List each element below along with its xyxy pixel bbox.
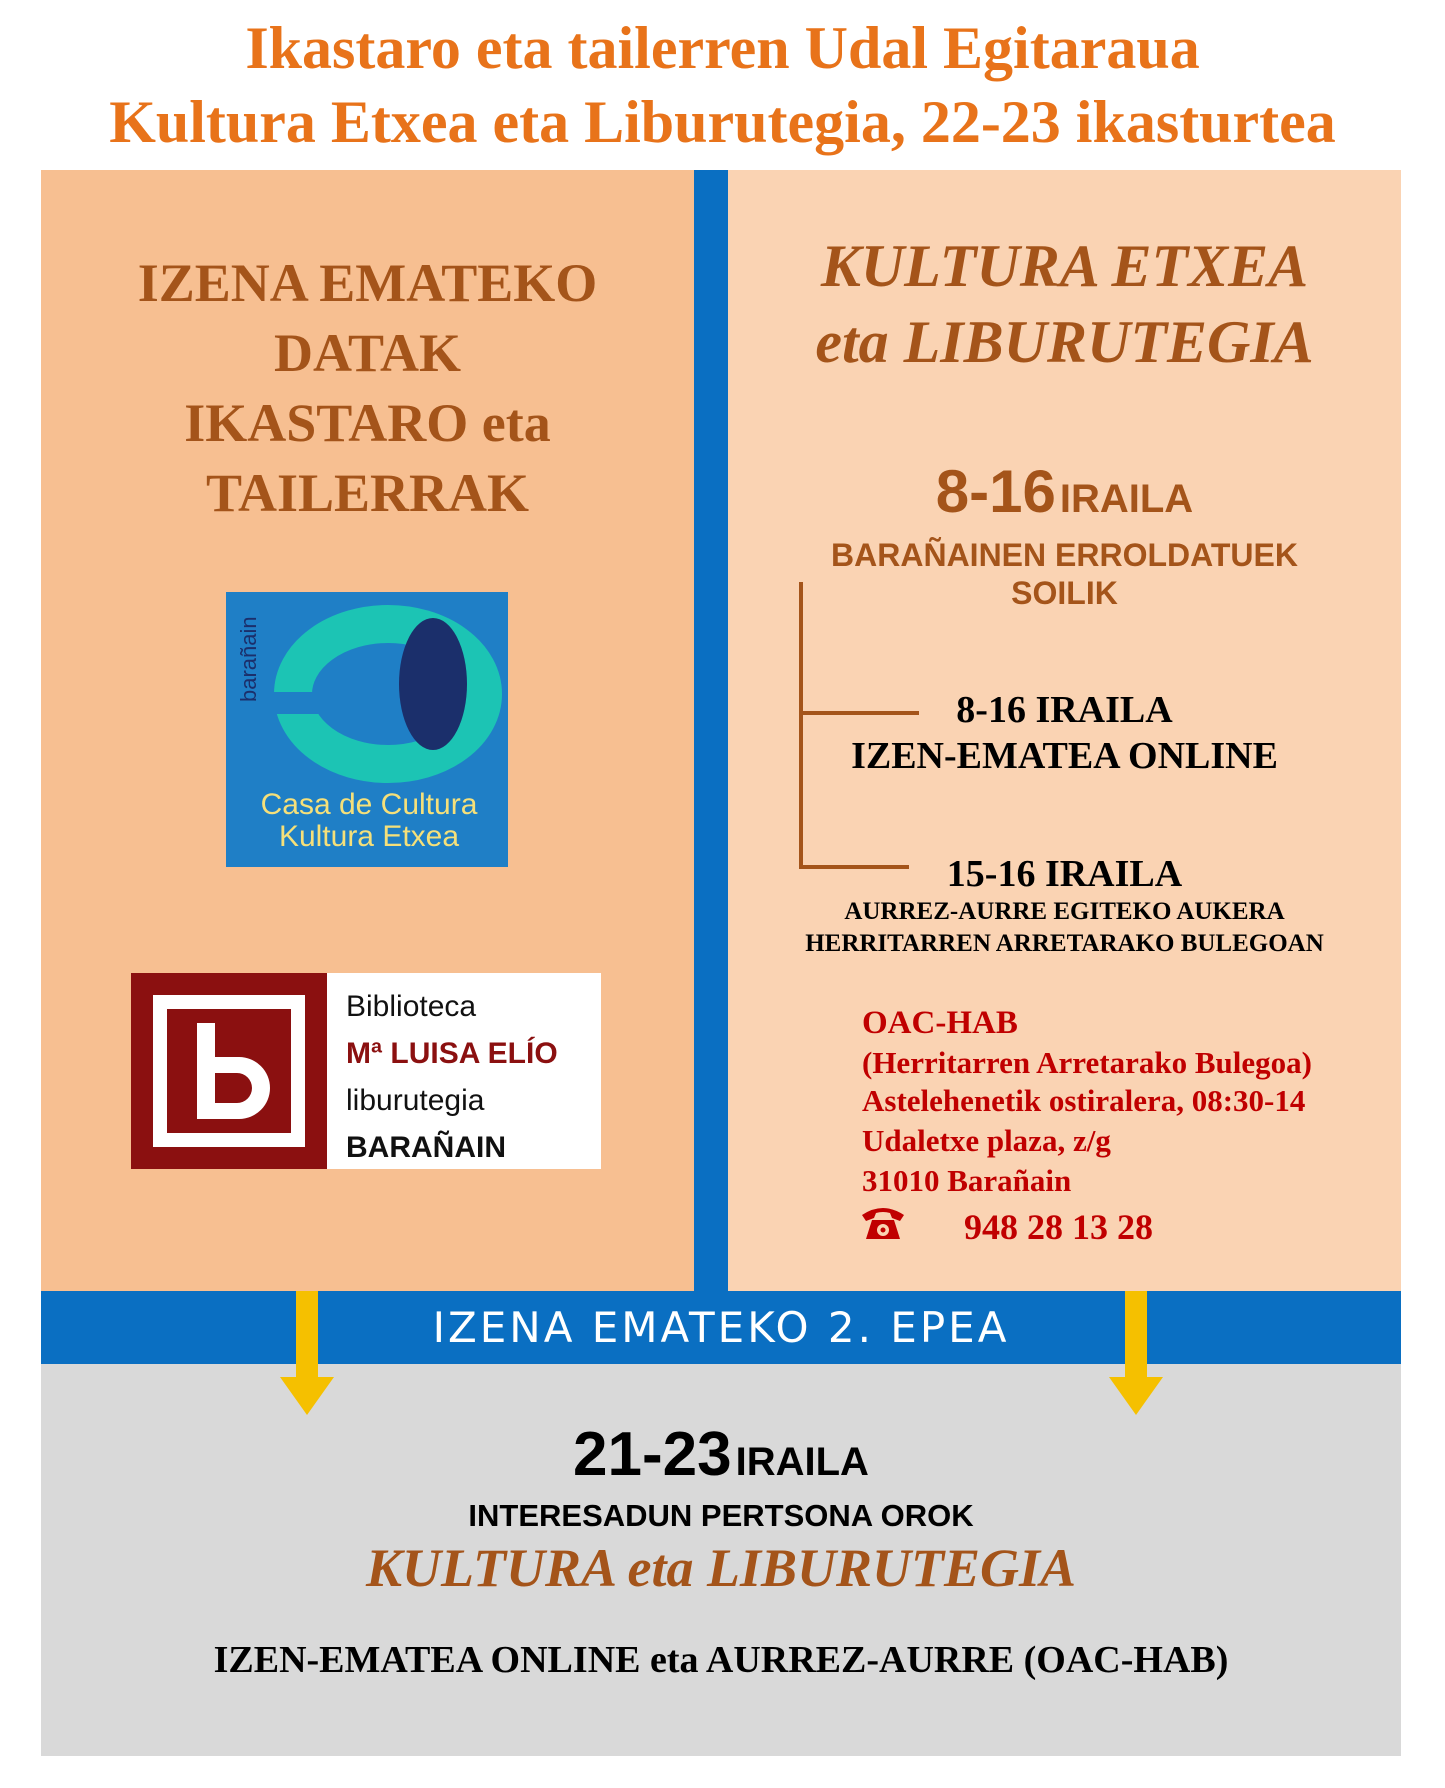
period1-sub1: BARAÑAINEN ERROLDATUEK <box>831 537 1298 573</box>
biblioteca-line: BARAÑAIN <box>346 1131 506 1164</box>
biblioteca-line: Biblioteca <box>346 990 477 1023</box>
biblioteca-logo-mark <box>131 973 327 1169</box>
office-street: Udaletxe plaza, z/g <box>862 1123 1111 1158</box>
logo-text-line1: Casa de Cultura <box>260 788 478 821</box>
left-arrow-down-icon <box>296 1291 318 1377</box>
b-letter-icon <box>167 1009 291 1133</box>
period2-dates <box>41 1418 1401 1508</box>
period1-dates <box>728 460 1401 540</box>
period2-month: IRAILA <box>735 1440 869 1484</box>
registration-heading-line: IKASTARO eta <box>184 393 551 453</box>
kultura-heading <box>728 228 1401 380</box>
inperson-line1: AURREZ-AURRE EGITEKO AUKERA <box>844 898 1285 925</box>
inperson-date: 15-16 IRAILA <box>946 853 1183 895</box>
office-full-name: (Herritarren Arretarako Bulegoa) <box>862 1045 1312 1080</box>
registration-heading-line: TAILERRAK <box>205 463 530 523</box>
office-name: OAC-HAB <box>862 1005 1018 1041</box>
online-label: IZEN-EMATEA ONLINE <box>851 735 1278 777</box>
kultura-heading-line1: KULTURA ETXEA <box>820 233 1309 299</box>
office-city: 31010 Barañain <box>862 1163 1072 1198</box>
online-date: 8-16 IRAILA <box>956 689 1173 731</box>
period2-line3: IZEN-EMATEA ONLINE eta AURREZ-AURRE (OAC-HAB) <box>213 1639 1229 1681</box>
left-arrow-head <box>280 1377 334 1415</box>
biblioteca-logo-text <box>346 983 558 1171</box>
page-title-line2: Kultura Etxea eta Liburutegia, 22-23 ikasturtea <box>109 89 1336 155</box>
logo-text-line2: Kultura Etxea <box>278 820 460 853</box>
biblioteca-logo <box>131 973 601 1169</box>
office-hours: Astelehenetik ostiralera, 08:30-14 <box>862 1083 1306 1118</box>
second-period-label: IZENA EMATEKO 2. EPEA <box>432 1303 1010 1352</box>
period1-month: IRAILA <box>1059 477 1194 521</box>
office-phone: 948 28 13 28 <box>964 1207 1153 1247</box>
casa-de-cultura-logo <box>226 592 508 867</box>
second-period-band <box>41 1291 1401 1364</box>
kultura-heading-line2: eta LIBURUTEGIA <box>815 309 1314 375</box>
biblioteca-line: liburutegia <box>346 1084 485 1117</box>
period1-num: 8-16 <box>935 458 1056 525</box>
right-arrow-down-icon <box>1125 1291 1147 1377</box>
inperson-line2: HERRITARREN ARRETARAKO BULEGOAN <box>805 930 1324 957</box>
period1-sub2: SOILIK <box>1011 575 1118 611</box>
logo-side-text: barañain <box>236 616 261 702</box>
phone-icon <box>860 1203 906 1243</box>
registration-heading <box>41 248 694 528</box>
period2-line1: INTERESADUN PERTSONA OROK <box>468 1498 974 1533</box>
right-arrow-head <box>1109 1377 1163 1415</box>
registration-heading-line: IZENA EMATEKO <box>137 253 598 313</box>
registration-heading-line: DATAK <box>274 323 461 383</box>
page-title-line1: Ikastaro eta tailerren Udal Egitaraua <box>245 15 1200 81</box>
period2-num: 21-23 <box>573 1420 732 1489</box>
period2-line2: KULTURA eta LIBURUTEGIA <box>365 1538 1077 1598</box>
biblioteca-line: Mª LUISA ELÍO <box>346 1037 558 1070</box>
vertical-divider <box>694 170 728 1291</box>
